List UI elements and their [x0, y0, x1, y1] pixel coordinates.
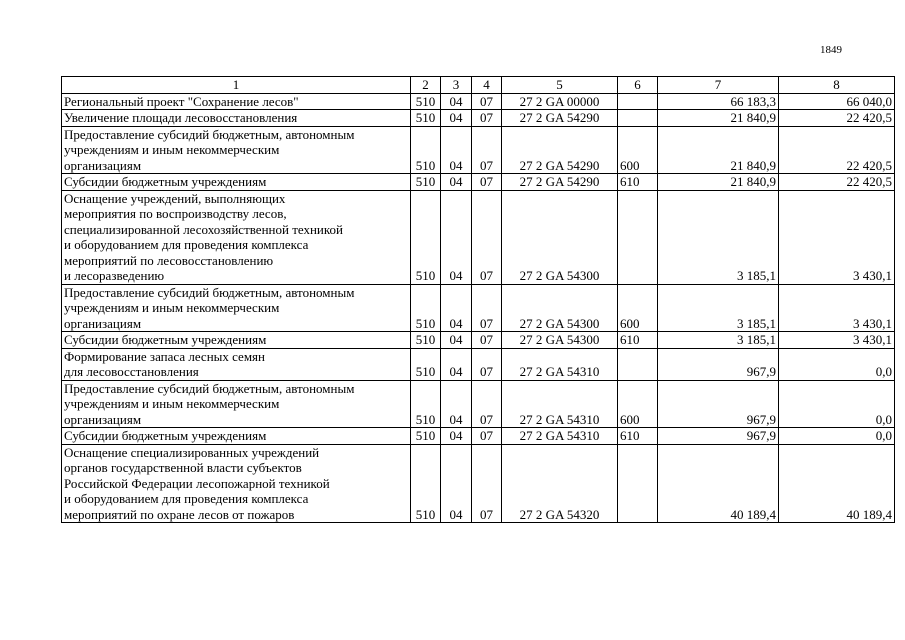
column-header-3: 3	[441, 77, 472, 94]
row-expense-type: 600	[618, 284, 658, 332]
table-row	[62, 93, 895, 110]
row-code-subsection: 07	[472, 110, 502, 127]
column-header-5: 5	[502, 77, 618, 94]
row-amount-8: 3 430,1	[779, 190, 895, 284]
row-code-subsection: 07	[472, 190, 502, 284]
row-expense-type	[618, 93, 658, 110]
row-code-section: 04	[441, 380, 472, 428]
row-amount-7: 21 840,9	[658, 110, 779, 127]
row-code-subsection: 07	[472, 348, 502, 380]
row-code-subsection: 07	[472, 428, 502, 445]
row-code-subsection: 07	[472, 126, 502, 174]
row-code-ministry: 510	[411, 190, 441, 284]
row-code-subsection: 07	[472, 332, 502, 349]
row-code-section: 04	[441, 444, 472, 523]
row-code-subsection: 07	[472, 380, 502, 428]
table-row	[62, 190, 895, 284]
row-amount-8: 0,0	[779, 348, 895, 380]
row-expense-type: 610	[618, 332, 658, 349]
row-code-ministry: 510	[411, 174, 441, 191]
row-code-section: 04	[441, 93, 472, 110]
row-code-ministry: 510	[411, 93, 441, 110]
row-target-article: 27 2 GA 54320	[502, 444, 618, 523]
table-row	[62, 428, 895, 445]
row-target-article: 27 2 GA 54300	[502, 284, 618, 332]
row-code-subsection: 07	[472, 284, 502, 332]
row-code-subsection: 07	[472, 444, 502, 523]
row-name: Субсидии бюджетным учреждениям	[62, 174, 411, 191]
row-target-article: 27 2 GA 54290	[502, 126, 618, 174]
row-expense-type	[618, 348, 658, 380]
row-amount-7: 3 185,1	[658, 284, 779, 332]
table-row	[62, 284, 895, 332]
page-number: 1849	[820, 44, 842, 56]
row-target-article: 27 2 GA 54310	[502, 428, 618, 445]
row-target-article: 27 2 GA 54300	[502, 190, 618, 284]
row-name: Субсидии бюджетным учреждениям	[62, 428, 411, 445]
row-amount-7: 967,9	[658, 428, 779, 445]
row-name: Формирование запаса лесных семян для лесовосстановления	[62, 348, 411, 380]
row-code-subsection: 07	[472, 174, 502, 191]
row-code-section: 04	[441, 428, 472, 445]
row-amount-7: 21 840,9	[658, 126, 779, 174]
column-header-4: 4	[472, 77, 502, 94]
row-amount-7: 3 185,1	[658, 190, 779, 284]
row-code-section: 04	[441, 190, 472, 284]
row-expense-type: 610	[618, 428, 658, 445]
row-target-article: 27 2 GA 54310	[502, 380, 618, 428]
row-code-section: 04	[441, 174, 472, 191]
row-name: Увеличение площади лесовосстановления	[62, 110, 411, 127]
row-code-ministry: 510	[411, 284, 441, 332]
row-name: Региональный проект "Сохранение лесов"	[62, 93, 411, 110]
row-amount-7: 40 189,4	[658, 444, 779, 523]
table-row	[62, 332, 895, 349]
row-amount-7: 967,9	[658, 380, 779, 428]
row-amount-8: 3 430,1	[779, 284, 895, 332]
table-row	[62, 110, 895, 127]
row-code-section: 04	[441, 126, 472, 174]
row-target-article: 27 2 GA 54290	[502, 110, 618, 127]
row-name: Оснащение учреждений, выполняющих мероприятия по воспроизводству лесов, специализированной лесохозяйственной техникой и оборудованием для проведения комплекса мероприятий по лесовосстановлению и лесоразведению	[62, 190, 411, 284]
row-amount-8: 40 189,4	[779, 444, 895, 523]
row-name: Предоставление субсидий бюджетным, автономным учреждениям и иным некоммерческим организациям	[62, 380, 411, 428]
row-amount-8: 22 420,5	[779, 126, 895, 174]
column-header-1: 1	[62, 77, 411, 94]
row-target-article: 27 2 GA 54300	[502, 332, 618, 349]
column-header-7: 7	[658, 77, 779, 94]
column-header-8: 8	[779, 77, 895, 94]
row-code-ministry: 510	[411, 380, 441, 428]
row-amount-8: 0,0	[779, 380, 895, 428]
row-target-article: 27 2 GA 00000	[502, 93, 618, 110]
row-code-subsection: 07	[472, 93, 502, 110]
table-row	[62, 174, 895, 191]
row-code-section: 04	[441, 284, 472, 332]
row-amount-8: 3 430,1	[779, 332, 895, 349]
table-row	[62, 444, 895, 523]
table-row	[62, 380, 895, 428]
row-code-section: 04	[441, 332, 472, 349]
row-name: Предоставление субсидий бюджетным, автономным учреждениям и иным некоммерческим организациям	[62, 126, 411, 174]
row-target-article: 27 2 GA 54290	[502, 174, 618, 191]
column-header-2: 2	[411, 77, 441, 94]
row-code-ministry: 510	[411, 428, 441, 445]
row-amount-7: 21 840,9	[658, 174, 779, 191]
row-amount-7: 3 185,1	[658, 332, 779, 349]
row-expense-type	[618, 444, 658, 523]
column-header-6: 6	[618, 77, 658, 94]
row-code-ministry: 510	[411, 348, 441, 380]
row-amount-8: 22 420,5	[779, 110, 895, 127]
row-code-ministry: 510	[411, 110, 441, 127]
row-name: Предоставление субсидий бюджетным, автономным учреждениям и иным некоммерческим организациям	[62, 284, 411, 332]
table-header-row	[62, 77, 895, 94]
row-code-section: 04	[441, 348, 472, 380]
row-name: Оснащение специализированных учреждений органов государственной власти субъектов Российской Федерации лесопожарной техникой и оборудованием для проведения комплекса мероприятий по охране лесов от пожаров	[62, 444, 411, 523]
row-code-section: 04	[441, 110, 472, 127]
row-name: Субсидии бюджетным учреждениям	[62, 332, 411, 349]
row-amount-8: 0,0	[779, 428, 895, 445]
row-expense-type	[618, 190, 658, 284]
row-amount-7: 66 183,3	[658, 93, 779, 110]
budget-table	[61, 76, 895, 523]
row-target-article: 27 2 GA 54310	[502, 348, 618, 380]
row-amount-8: 22 420,5	[779, 174, 895, 191]
row-expense-type: 600	[618, 126, 658, 174]
row-expense-type: 610	[618, 174, 658, 191]
row-code-ministry: 510	[411, 332, 441, 349]
row-amount-8: 66 040,0	[779, 93, 895, 110]
row-code-ministry: 510	[411, 126, 441, 174]
table-row	[62, 348, 895, 380]
row-amount-7: 967,9	[658, 348, 779, 380]
row-code-ministry: 510	[411, 444, 441, 523]
row-expense-type: 600	[618, 380, 658, 428]
table-row	[62, 126, 895, 174]
row-expense-type	[618, 110, 658, 127]
